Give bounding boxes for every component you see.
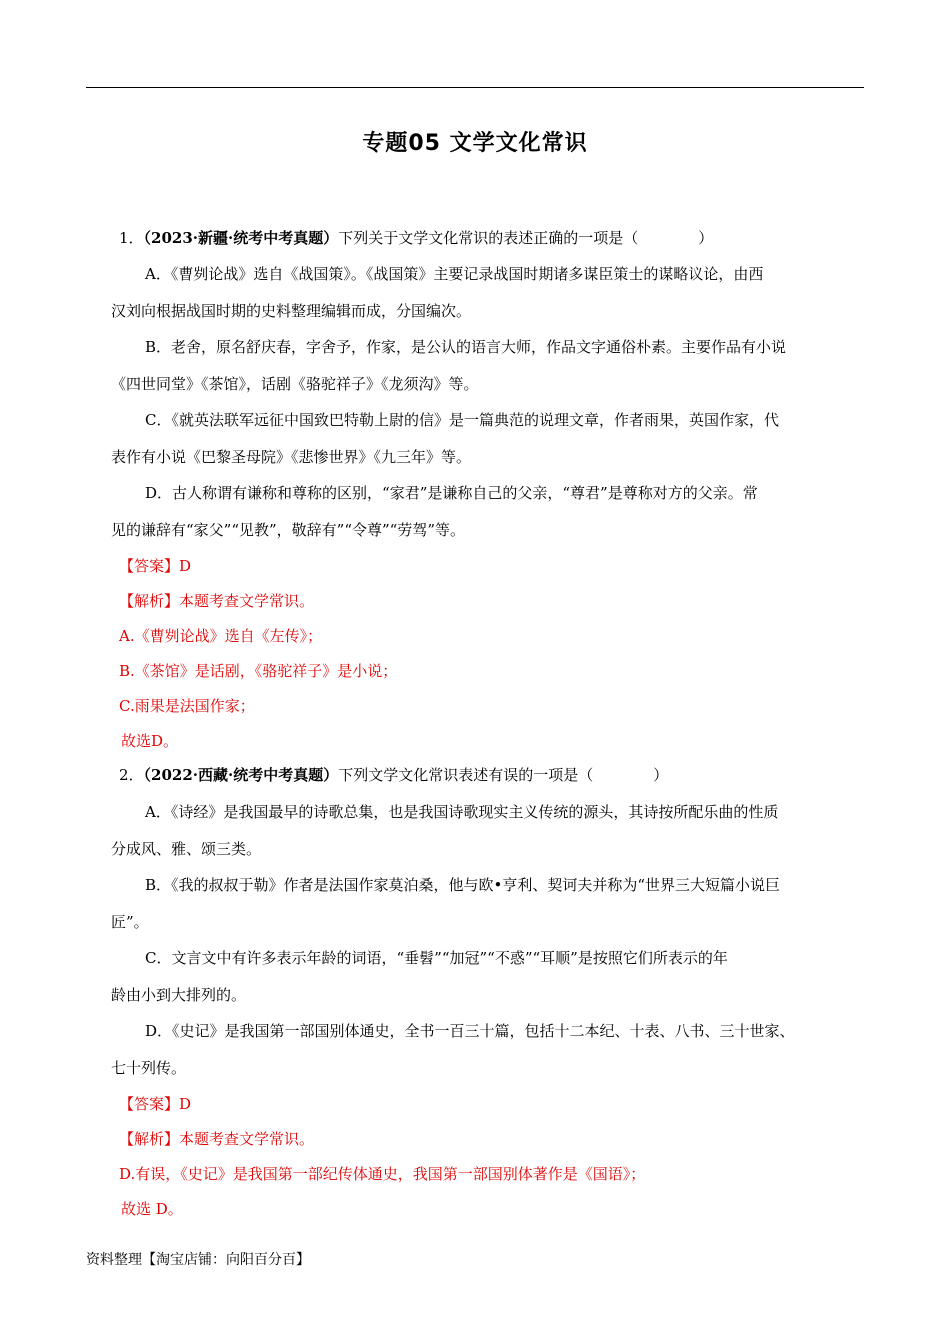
- q2-option-d-line1: D．《史记》是我国第一部国别体通史，全书一百三十篇，包括十二本纪、十表、八书、三十世家、: [145, 1022, 795, 1040]
- question-2-text: 下列文学文化常识表述有误的一项是（ ）: [338, 766, 669, 784]
- question-2-number: 2．: [119, 766, 144, 784]
- q2-option-d-line2: 七十列传。: [111, 1059, 187, 1077]
- q2-option-a-line1: A．《诗经》是我国最早的诗歌总集，也是我国诗歌现实主义传统的源头，其诗按所配乐曲的性质: [145, 803, 779, 821]
- q2-option-b-line2: 匠”。: [111, 913, 149, 931]
- q1-option-c-line2: 表作有小说《巴黎圣母院》《悲惨世界》《九三年》等。: [111, 448, 472, 466]
- q1-option-d-line2: 见的谦辞有“家父”“见教”，敬辞有”“令尊”“劳驾”等。: [111, 521, 466, 539]
- question-2-source: （2022·西藏·统考中考真题）: [143, 766, 339, 784]
- q1-solution-line3: C.雨果是法国作家；: [119, 697, 255, 715]
- q1-answer: 【答案】D: [119, 557, 192, 575]
- q1-option-c-line1: C．《就英法联军远征中国致巴特勒上尉的信》是一篇典范的说理文章，作者雨果，英国作家，代: [145, 411, 779, 429]
- q1-option-a-line2: 汉刘向根据战国时期的史料整理编辑而成，分国编次。: [111, 302, 472, 320]
- q2-option-b-line1: B．《我的叔叔于勒》作者是法国作家莫泊桑，他与欧•亨利、契诃夫并称为“世界三大短篇小说巨: [145, 876, 781, 894]
- question-2-stem: [119, 765, 668, 785]
- q1-solution-line4: 故选D。: [121, 732, 179, 750]
- q1-solution-line2: B.《茶馆》是话剧，《骆驼祥子》是小说；: [119, 662, 398, 680]
- q2-solution-line1: D.有误，《史记》是我国第一部纪传体通史，我国第一部国别体著作是《国语》；: [119, 1165, 646, 1183]
- header-rule: [86, 87, 864, 88]
- q2-option-c-line2: 龄由小到大排列的。: [111, 986, 247, 1004]
- q2-option-a-line2: 分成风、雅、颂三类。: [111, 840, 262, 858]
- q1-solution-line1: A.《曹刿论战》选自《左传》；: [119, 627, 323, 645]
- q1-analysis: 【解析】本题考查文学常识。: [119, 592, 315, 610]
- question-1-stem: [119, 228, 713, 248]
- q2-analysis: 【解析】本题考查文学常识。: [119, 1130, 315, 1148]
- page-footer: 资料整理【淘宝店铺：向阳百分百】: [86, 1252, 310, 1268]
- question-1-text: 下列关于文学文化常识的表述正确的一项是（ ）: [338, 229, 714, 247]
- q1-option-b-line2: 《四世同堂》《茶馆》，话剧《骆驼祥子》《龙须沟》等。: [111, 375, 479, 393]
- q1-option-a-line1: A．《曹刿论战》选自《战国策》。《战国策》主要记录战国时期诸多谋臣策士的谋略议论，由西: [145, 265, 764, 283]
- q2-answer: 【答案】D: [119, 1095, 192, 1113]
- q1-option-d-line1: D．古人称谓有谦称和尊称的区别，“家君”是谦称自己的父亲，“尊君”是尊称对方的父亲。常: [145, 484, 758, 502]
- question-1-source: （2023·新疆·统考中考真题）: [143, 229, 339, 247]
- q2-solution-line2: 故选 D。: [121, 1200, 183, 1218]
- q2-option-c-line1: C．文言文中有许多表示年龄的词语，“垂髫”“加冠”“不惑”“耳顺”是按照它们所表示的年: [145, 949, 728, 967]
- q1-option-b-line1: B．老舍，原名舒庆春，字舍予，作家，是公认的语言大师，作品文字通俗朴素。主要作品有小说: [145, 338, 787, 356]
- page-title: 专题05 文学文化常识: [362, 131, 588, 156]
- question-1-number: 1．: [119, 229, 144, 247]
